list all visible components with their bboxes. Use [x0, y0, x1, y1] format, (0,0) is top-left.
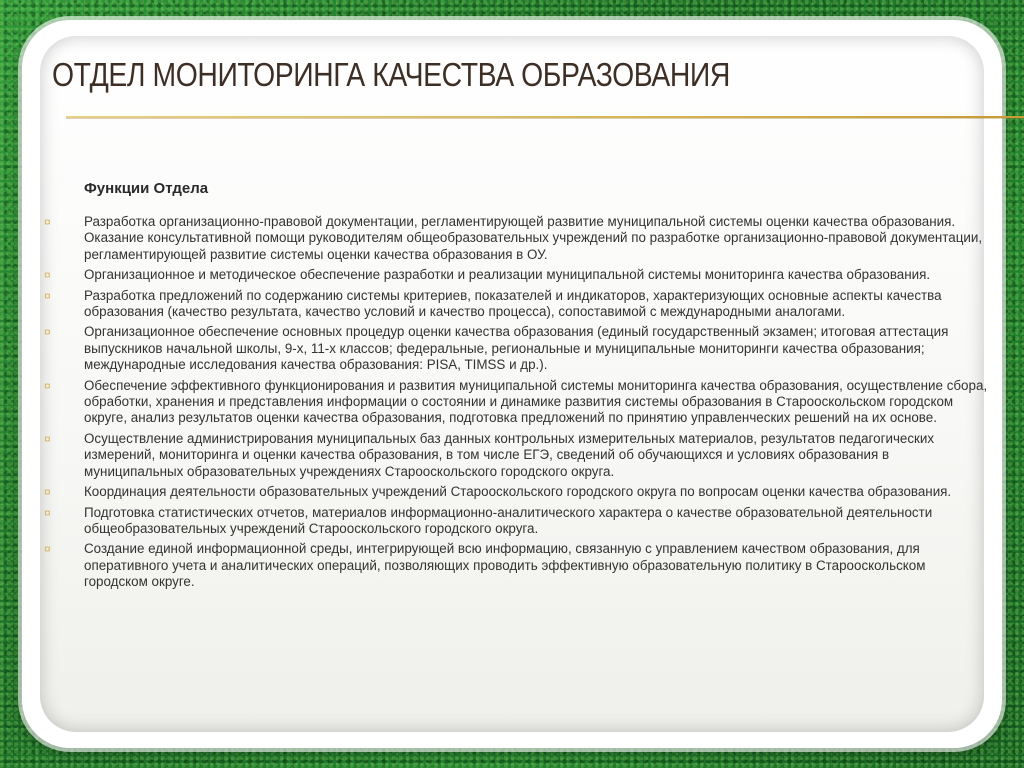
list-item-text: Обеспечение эффективного функционирования и развития муниципальной системы мониторинга качества образования, осуществление сбора, обработки, хранения и представления информации о состоянии и динамике развития системы образования в Старооскольском городском округе, анализ результатов оценки качества образования, подготовка предложений по принятию управленческих решений на их основе. — [84, 377, 988, 426]
bullet-icon: ¤ — [44, 505, 51, 520]
list-item-text: Организационное и методическое обеспечение разработки и реализации муниципальной системы мониторинга качества образования. — [84, 267, 931, 283]
list-item — [44, 541, 992, 590]
list-item — [44, 431, 992, 480]
title-underline-shadow — [66, 118, 1024, 119]
list-item — [44, 505, 992, 538]
list-item — [44, 288, 992, 321]
functions-list — [44, 214, 992, 595]
list-item — [44, 378, 992, 427]
section-subtitle: Функции Отдела — [84, 180, 209, 197]
bullet-icon: ¤ — [44, 542, 51, 557]
list-item — [44, 484, 992, 500]
list-item-text: Разработка организационно-правовой документации, регламентирующей развитие муниципальной системы оценки качества образования. Оказание консультативной помощи руководителям общеобразовательных учреждений по разработке организационно-правовой документации, регламентирующей развитие системы оценки качества образования в ОУ. — [84, 214, 983, 262]
list-item-text: Создание единой информационной среды, интегрирующей всю информацию, связанную с управлением качеством образования, для оперативного учета и аналитических операций, позволяющих проводить эффективную образовательную политику в Старооскольском городском округе. — [84, 541, 926, 590]
bullet-icon: ¤ — [44, 215, 51, 229]
bullet-icon: ¤ — [44, 288, 51, 303]
list-item — [44, 214, 992, 263]
list-item-text: Осуществление администрирования муниципальных баз данных контрольных измерительных материалов, результатов педагогических измерений, мониторинга и оценки качества образования, в том числе ЕГЭ, сведений об обучающихся и условиях образования в муниципальных образовательных учреждениях Старооскольского городского округа. — [84, 430, 935, 479]
list-item — [44, 267, 992, 283]
bullet-icon: ¤ — [44, 325, 51, 340]
slide-title: ОТДЕЛ МОНИТОРИНГА КАЧЕСТВА ОБРАЗОВАНИЯ — [52, 56, 730, 93]
list-item-text: Организационное обеспечение основных процедур оценки качества образования (единый государственный экзамен; итоговая аттестация выпускников начальной школы, 9-х, 11-х классов; федеральные, региональные и муниципальные мониторинги качества образования; международные исследования качества образования: PISA, TIMSS и др.). — [84, 324, 949, 373]
list-item-text: Подготовка статистических отчетов, материалов информационно-аналитического характера о качестве образовательной деятельности общеобразовательных учреждений Старооскольского городского округа. — [84, 504, 933, 536]
bullet-icon: ¤ — [44, 485, 51, 500]
list-item — [44, 324, 992, 373]
list-item-text: Разработка предложений по содержанию системы критериев, показателей и индикаторов, характеризующих основные аспекты качества образования (качество результата, качество условий и качество процесса), сопоставимой с международными аналогами. — [84, 287, 942, 320]
bullet-icon: ¤ — [44, 378, 51, 393]
bullet-icon: ¤ — [44, 268, 51, 283]
list-item-text: Координация деятельности образовательных учреждений Старооскольского городского округа по вопросам оценки качества образования. — [84, 484, 952, 500]
bullet-icon: ¤ — [44, 431, 51, 446]
